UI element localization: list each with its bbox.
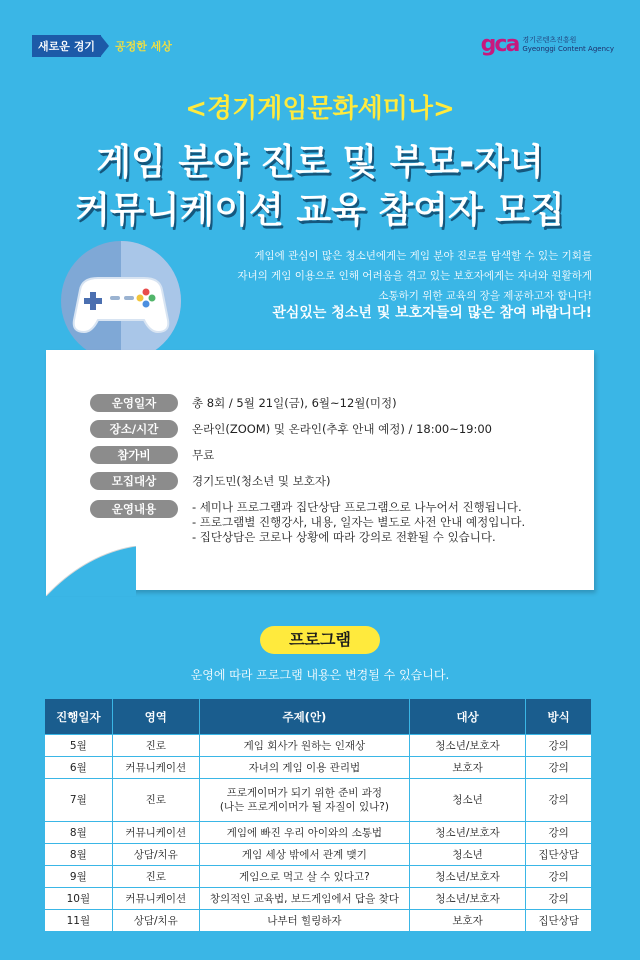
info-row-content bbox=[90, 500, 525, 545]
header-topic: 주제(안) bbox=[199, 699, 409, 735]
cell-area: 진로 bbox=[112, 866, 199, 888]
table-row bbox=[45, 757, 592, 779]
table-row bbox=[45, 779, 592, 822]
target-label: 모집대상 bbox=[90, 472, 178, 490]
intro-line-2: 자녀의 게임 이용으로 인해 어려움을 겪고 있는 보호자에게는 자녀와 원활하게 bbox=[237, 270, 592, 282]
content-line-1: - 세미나 프로그램과 집단상담 프로그램으로 나누어서 진행됩니다. bbox=[192, 500, 522, 514]
cell-topic: 게임으로 먹고 살 수 있다고? bbox=[199, 866, 409, 888]
slogan bbox=[32, 36, 172, 56]
cell-topic: 게임에 빠진 우리 아이와의 소통법 bbox=[199, 822, 409, 844]
cell-topic bbox=[199, 779, 409, 822]
cell-target: 청소년/보호자 bbox=[409, 735, 525, 757]
cell-area: 상담/치유 bbox=[112, 910, 199, 932]
slogan-left: 새로운 경기 bbox=[32, 35, 101, 57]
cell-topic: 나부터 힐링하자 bbox=[199, 910, 409, 932]
table-row bbox=[45, 735, 592, 757]
cell-target: 청소년 bbox=[409, 779, 525, 822]
place-label: 장소/시간 bbox=[90, 420, 178, 438]
cell-method: 강의 bbox=[526, 822, 592, 844]
cell-target: 청소년/보호자 bbox=[409, 822, 525, 844]
cell-date: 11월 bbox=[45, 910, 113, 932]
page-curl-decoration bbox=[46, 546, 136, 596]
logo-text bbox=[522, 36, 614, 54]
content-label: 운영내용 bbox=[90, 500, 178, 518]
table-row bbox=[45, 910, 592, 932]
cell-topic-main: 프로게이머가 되기 위한 준비 과정 bbox=[226, 787, 383, 799]
table-header-row bbox=[45, 699, 592, 735]
logo-sub: Gyeonggi Content Agency bbox=[522, 44, 614, 53]
cell-topic: 게임 세상 밖에서 관계 맺기 bbox=[199, 844, 409, 866]
table-row bbox=[45, 844, 592, 866]
intro-text bbox=[172, 246, 592, 306]
cell-date: 5월 bbox=[45, 735, 113, 757]
cell-area: 진로 bbox=[112, 779, 199, 822]
program-table bbox=[44, 698, 592, 932]
cell-method: 강의 bbox=[526, 779, 592, 822]
table-row bbox=[45, 822, 592, 844]
slogan-right: 공정한 세상 bbox=[114, 40, 172, 53]
cell-area: 커뮤니케이션 bbox=[112, 757, 199, 779]
content-line-3: - 집단상담은 코로나 상황에 따라 강의로 전환될 수 있습니다. bbox=[192, 530, 496, 544]
header-target: 대상 bbox=[409, 699, 525, 735]
header-date: 진행일자 bbox=[45, 699, 113, 735]
cell-method: 강의 bbox=[526, 735, 592, 757]
header-area: 영역 bbox=[112, 699, 199, 735]
intro-line-3: 소통하기 위한 교육의 장을 제공하고자 합니다! bbox=[378, 290, 592, 302]
cell-date: 10월 bbox=[45, 888, 113, 910]
cell-area: 상담/치유 bbox=[112, 844, 199, 866]
cell-target: 청소년/보호자 bbox=[409, 888, 525, 910]
logo-name: 경기콘텐츠진흥원 bbox=[522, 35, 577, 44]
cell-target: 청소년 bbox=[409, 844, 525, 866]
cell-date: 8월 bbox=[45, 844, 113, 866]
cell-method: 집단상담 bbox=[526, 844, 592, 866]
cell-date: 8월 bbox=[45, 822, 113, 844]
cell-area: 커뮤니케이션 bbox=[112, 888, 199, 910]
target-value: 경기도민(청소년 및 보호자) bbox=[192, 474, 331, 488]
page-title-line2: 커뮤니케이션 교육 참여자 모집 bbox=[75, 190, 565, 231]
info-row-place bbox=[90, 420, 492, 438]
cell-topic: 자녀의 게임 이용 관리법 bbox=[199, 757, 409, 779]
cell-target: 보호자 bbox=[409, 757, 525, 779]
cell-target: 청소년/보호자 bbox=[409, 866, 525, 888]
period-label: 운영일자 bbox=[90, 394, 178, 412]
cell-area: 진로 bbox=[112, 735, 199, 757]
cell-date: 7월 bbox=[45, 779, 113, 822]
cell-method: 집단상담 bbox=[526, 910, 592, 932]
cell-date: 6월 bbox=[45, 757, 113, 779]
call-to-action: 관심있는 청소년 및 보호자들의 많은 참여 바랍니다! bbox=[272, 305, 592, 321]
info-row-fee bbox=[90, 446, 214, 464]
cell-method: 강의 bbox=[526, 866, 592, 888]
cell-date: 9월 bbox=[45, 866, 113, 888]
fee-value: 무료 bbox=[192, 448, 215, 462]
cell-method: 강의 bbox=[526, 888, 592, 910]
content-value bbox=[192, 500, 525, 545]
logo-mark: gca bbox=[480, 32, 519, 57]
agency-logo[interactable] bbox=[481, 32, 614, 57]
intro-line-1: 게임에 관심이 많은 청소년에게는 게임 분야 진로를 탐색할 수 있는 기회를 bbox=[254, 250, 592, 262]
cell-topic: 게임 회사가 원하는 인재상 bbox=[199, 735, 409, 757]
cell-topic: 창의적인 교육법, 보드게임에서 답을 찾다 bbox=[199, 888, 409, 910]
fee-label: 참가비 bbox=[90, 446, 178, 464]
info-row-period bbox=[90, 394, 397, 412]
program-note: 운영에 따라 프로그램 내용은 변경될 수 있습니다. bbox=[190, 668, 450, 682]
slogan-arrow-icon bbox=[101, 36, 109, 56]
cell-method: 강의 bbox=[526, 757, 592, 779]
table-row bbox=[45, 888, 592, 910]
content-line-2: - 프로그램별 진행강사, 내용, 일자는 별도로 사전 안내 예정입니다. bbox=[192, 515, 526, 529]
place-value: 온라인(ZOOM) 및 온라인(추후 안내 예정) / 18:00~19:00 bbox=[192, 422, 492, 436]
seminar-name: <경기게임문화세미나> bbox=[185, 94, 455, 124]
header-method: 방식 bbox=[526, 699, 592, 735]
game-controller-icon bbox=[60, 240, 182, 362]
page-title-line1: 게임 분야 진로 및 부모-자녀 bbox=[96, 142, 544, 183]
table-row bbox=[45, 866, 592, 888]
program-badge: 프로그램 bbox=[260, 626, 380, 654]
cell-topic-sub: (나는 프로게이머가 될 자질이 있나?) bbox=[219, 801, 389, 813]
period-value: 총 8회 / 5월 21일(금), 6월~12월(미정) bbox=[192, 396, 397, 410]
cell-area: 커뮤니케이션 bbox=[112, 822, 199, 844]
cell-target: 보호자 bbox=[409, 910, 525, 932]
info-row-target bbox=[90, 472, 330, 490]
